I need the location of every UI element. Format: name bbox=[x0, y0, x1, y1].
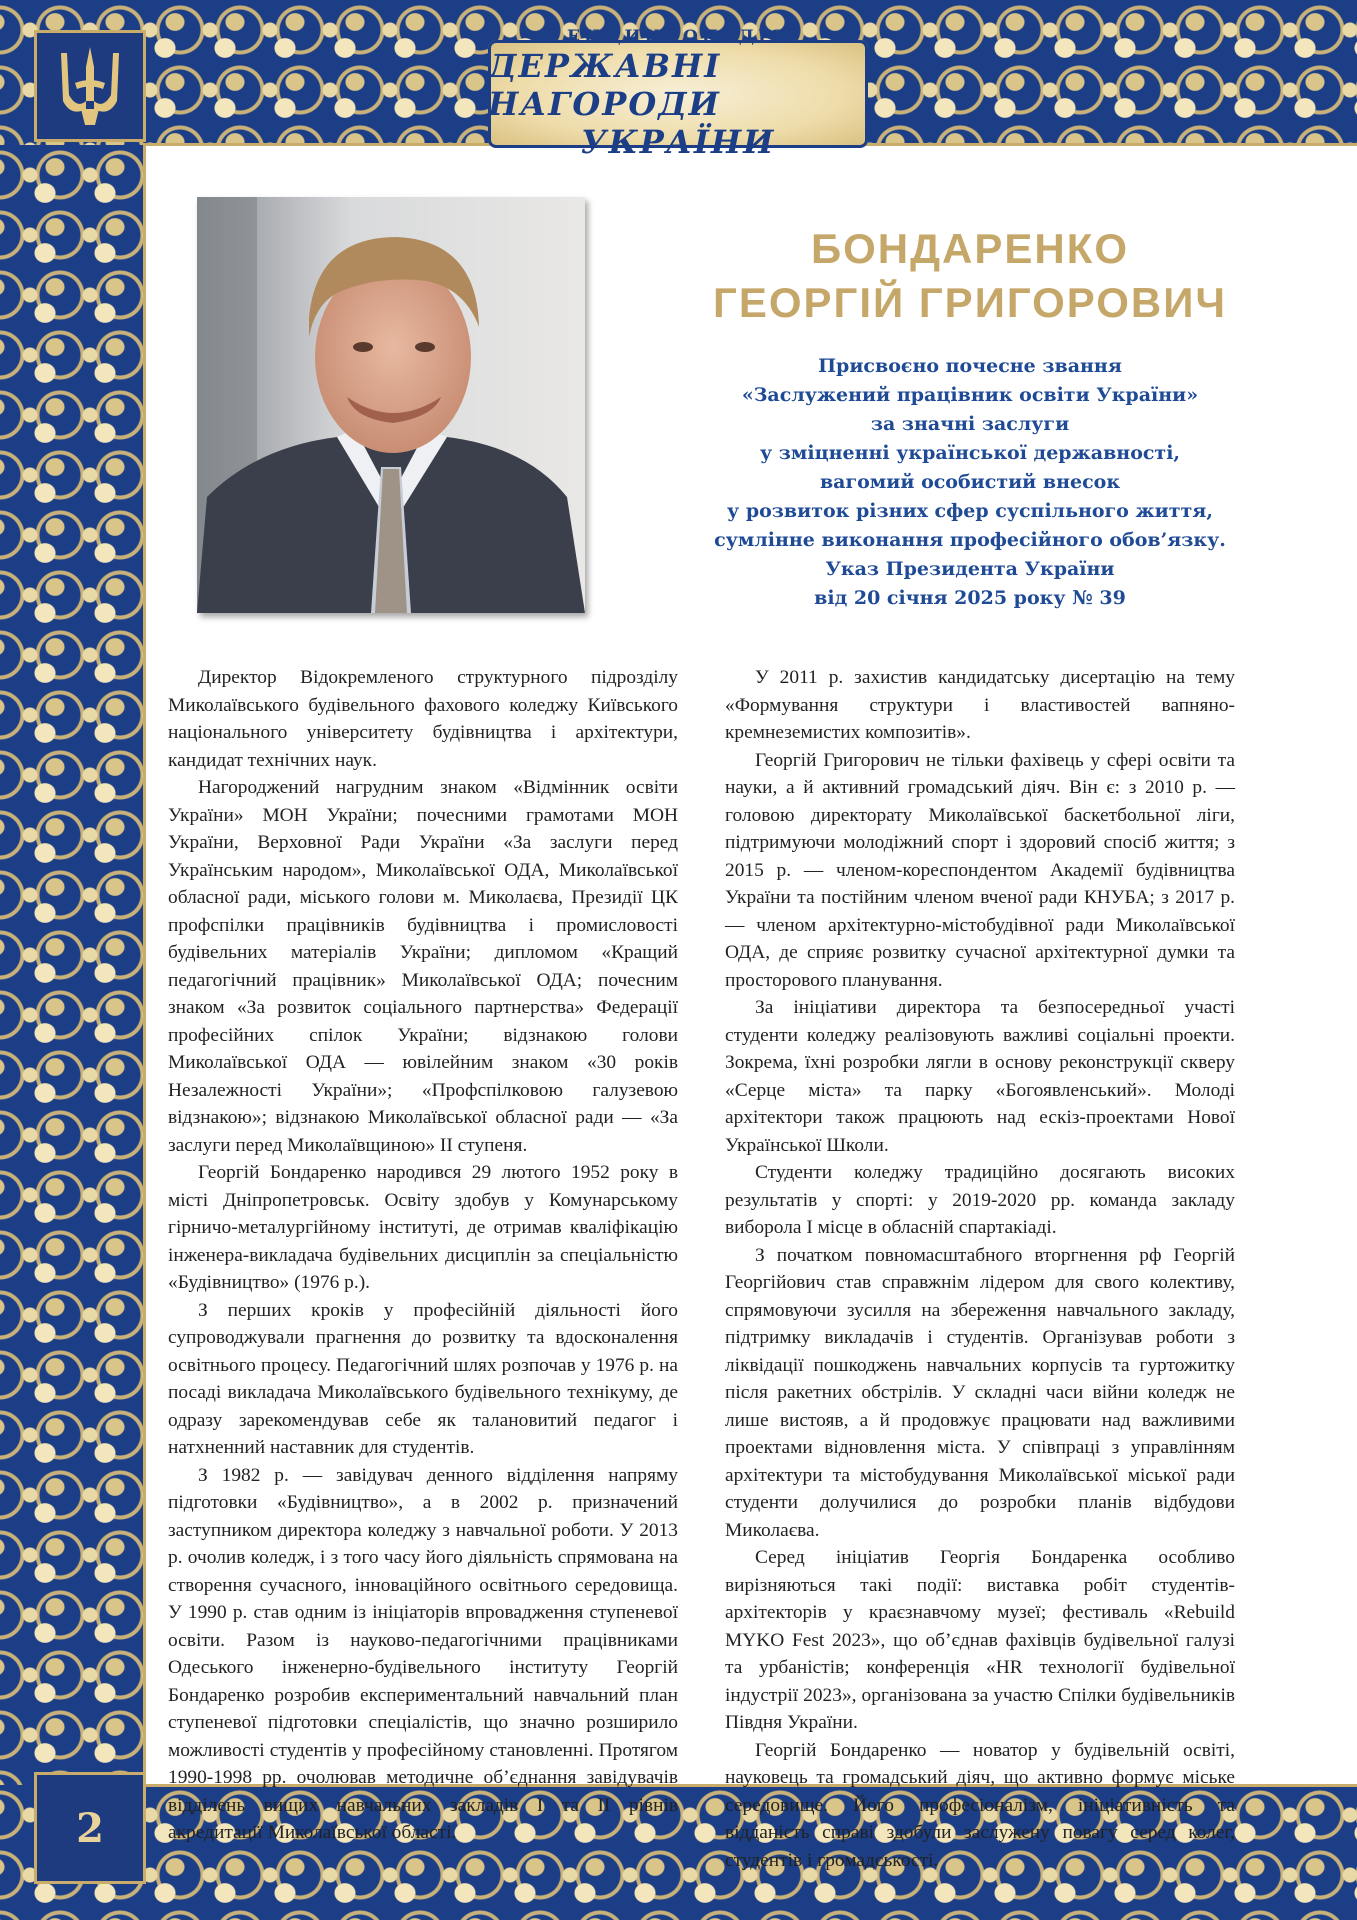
award-line: Присвоєно почесне звання bbox=[818, 355, 1122, 377]
award-line: у зміцненні української державності, bbox=[759, 442, 1181, 464]
frame-gold-rule-left bbox=[143, 143, 146, 1787]
portrait-photo bbox=[197, 197, 585, 613]
encyclopedia-title-line1: ДЕРЖАВНІ НАГОРОДИ bbox=[488, 47, 722, 123]
page-number: 2 bbox=[34, 1772, 146, 1884]
award-line: сумлінне виконання професійного обов’язку. bbox=[714, 529, 1226, 551]
portrait-illustration bbox=[197, 197, 585, 613]
paragraph: Директор Відокремленого структурного підрозділу Миколаївського будівельного фахового коледжу Київського національного університету будівництва і архітектури, кандидат технічних наук. bbox=[168, 667, 678, 771]
paragraph: За ініціативи директора та безпосередньої участі студенти коледжу реалізовують важливі соціальні проекти. Зокрема, їхні розробки лягли в основу реконструкції скверу «Серце міста» та парку «Богоявленський». Молоді архітектори також працюють над ескіз-проектами Нової Української Школи. bbox=[725, 997, 1235, 1156]
paragraph: Серед ініціатив Георгія Бондаренка особливо вирізняються такі події: виставка робіт студентів-архітекторів у краєзнавчому музеї; фестиваль «Rebuild MYKO Fest 2023», що об’єднав фахівців будівельної галузі та урбаністів; конференція «HR технології будівельної індустрії 2023», організована за участю Спілки будівельників Півдня України. bbox=[725, 1547, 1235, 1733]
paragraph: Нагороджений нагрудним знаком «Відмінник освіти України» МОН України; почесними грамотами МОН України, Верховної Ради України «За заслуги перед Українським народом», Миколаївської ОДА, Миколаївської обласної ради, міського голови м. Миколаєва, Президії ЦК профспілки працівників будівництва і промисловості будівельних матеріалів України; дипломом «Кращий педагогічний працівник» Миколаївської ОДА; почесним знаком «За розвиток соціального партнерства» Федерації професійних спілок України; відзнакою голови Миколаївської ОДА — ювілейним знаком «30 років Незалежності України»; «Профспілковою галузевою відзнакою»; відзнакою Миколаївської обласної ради — «За заслуги перед Миколаївщиною» ІІ ступеня. bbox=[168, 777, 678, 1156]
person-name-heading bbox=[690, 222, 1250, 330]
paragraph: З 1982 р. — завідувач денного відділення напряму підготовки «Будівництво», а в 2002 р. призначений заступником директора коледжу з навчальної роботи. У 2013 р. очолив коледж, і з того часу його діяльність спрямована на створення сучасного, інноваційного освітнього середовища. У 1990 р. став одним із ініціаторів впровадження ступеневої освіти. Разом із науково-педагогічними працівниками Одеського інженерно-будівельного інституту Георгій Бондаренко розробив експериментальний навчальний план ступеневої підготовки спеціалістів, що значно розширило можливості студентів у професійному становленні. Протягом 1990-1998 рр. очолював методичне об’єднання завідувачів відділень вищих навчальних закладів І та ІІ рівнів акредитації Миколаївської області. bbox=[168, 1464, 678, 1843]
encyclopedia-series-label: ЕНЦИКЛОПЕДІЯ bbox=[567, 27, 789, 47]
trident-icon bbox=[55, 43, 125, 129]
award-line: Указ Президента України bbox=[825, 558, 1115, 580]
paragraph: Студенти коледжу традиційно досягають високих результатів у спорті: у 2019-2020 рр. команда закладу виборола І місце в обласній спартакіаді. bbox=[725, 1162, 1235, 1238]
encyclopedia-title-plate bbox=[488, 27, 868, 161]
ornament-left-border bbox=[0, 145, 145, 1785]
coat-of-arms-emblem bbox=[34, 30, 146, 142]
person-surname: БОНДАРЕНКО bbox=[810, 225, 1130, 272]
body-column-left bbox=[168, 664, 678, 1847]
award-description bbox=[690, 352, 1250, 613]
person-given-names: ГЕОРГІЙ ГРИГОРОВИЧ bbox=[713, 279, 1227, 326]
paragraph: Георгій Бондаренко народився 29 лютого 1952 року в місті Дніпропетровськ. Освіту здобув у Комунарському гірничо-металургійному інституті, де отримав кваліфікацію інженера-викладача будівельних дисциплін за спеціальністю «Будівництво» (1976 р.). bbox=[168, 1162, 678, 1293]
paragraph: З перших кроків у професійній діяльності його супроводжували прагнення до розвитку та вдосконалення освітнього процесу. Педагогічний шлях розпочав у 1976 р. на посаді викладача Миколаївського будівельного технікуму, де одразу зарекомендував себе як талановитий педагог і натхненний наставник для студентів. bbox=[168, 1299, 678, 1458]
award-line: вагомий особистий внесок bbox=[819, 471, 1121, 493]
paragraph: З початком повномасштабного вторгнення рф Георгій Георгійович став справжнім лідером для свого колективу, спрямовуючи зусилля на збереження навчального закладу, підтримку викладачів і студентів. Організував роботи з ліквідації пошкоджень навчальних корпусів та гуртожитку після ракетних обстрілів. У складні часи війни коледж не лише вистояв, а й продовжує працювати над важливими проектами відновлення міста. У співпраці з управлінням архітектури та містобудування Миколаївської міської ради студенти долучилися до розробки планів відбудови Миколаєва. bbox=[725, 1244, 1235, 1541]
paragraph: Георгій Бондаренко — новатор у будівельній освіті, науковець та громадський діяч, що активно формує міське середовище. Його професіоналізм, ініціативність та відданість справі здобули заслужену повагу серед колег, студентів і громадськості. bbox=[725, 1739, 1235, 1871]
paragraph: У 2011 р. захистив кандидатську дисертацію на тему «Формування структури і властивостей вапняно-кремнеземистих композитів». bbox=[725, 667, 1235, 743]
award-line: від 20 січня 2025 року № 39 bbox=[814, 587, 1126, 609]
award-line: у розвиток різних сфер суспільного життя, bbox=[727, 500, 1213, 522]
body-column-right bbox=[725, 664, 1235, 1874]
encyclopedia-title-line2: УКРАЇНИ bbox=[580, 123, 776, 161]
award-line: «Заслужений працівник освіти України» bbox=[741, 384, 1199, 406]
paragraph: Георгій Григорович не тільки фахівець у сфері освіти та науки, а й активний громадський діяч. Він є: з 2010 р. — головою директорату Миколаївської баскетбольної ліги, підтримуючи молодіжний спорт і здоровий спосіб життя; з 2015 р. — членом-кореспондентом Академії будівництва України та постійним членом вченої ради КНУБА; з 2017 р. — членом архітектурно-містобудівної ради Миколаївської ОДА, де сприяє розвитку сучасної архітектурної думки та просторового планування. bbox=[725, 749, 1235, 991]
award-line: за значні заслуги bbox=[870, 413, 1070, 435]
